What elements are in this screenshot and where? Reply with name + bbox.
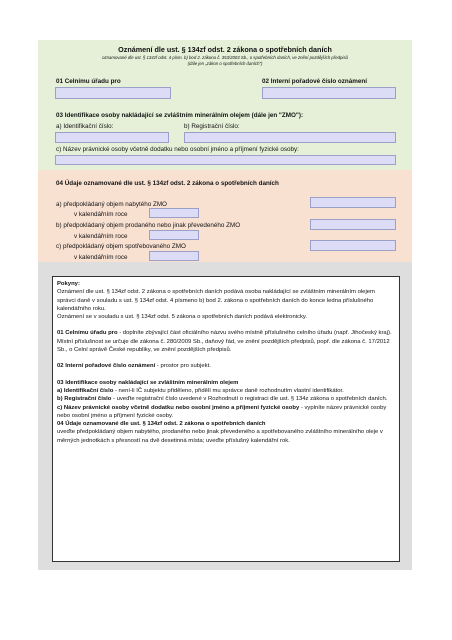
- note-04-text: uveďte předpokládaný objem nabytého, prodaného nebo jinak převedeného a spotřebovaného zvláštního minerálního oleje v měrných jednotkách s přesností na dvě desetinná místa; uveďte příslušný kalendářní rok.: [57, 429, 383, 444]
- section02-label: 02 Interní pořadové číslo oznámení: [262, 78, 367, 85]
- note-03a: [57, 387, 395, 395]
- instructions-heading: Pokyny:: [57, 281, 80, 287]
- section03-label: 03 Identifikace osoby nakládající se zvláštním minerálním olejem (dále jen "ZMO"):: [56, 112, 304, 119]
- note-01-title: 01 Celnímu úřadu pro: [57, 330, 118, 337]
- note-03c: [57, 404, 395, 421]
- note-01-text: - doplníte zbývající část oficiálního názvu svého místně příslušného celního úřadu (např. Jihočeský kraj).: [117, 330, 392, 337]
- id-number-field[interactable]: [55, 132, 169, 143]
- acquired-year-field[interactable]: [149, 208, 199, 218]
- registration-number-field[interactable]: [184, 132, 396, 143]
- sold-year-field[interactable]: [149, 230, 199, 240]
- acquired-volume-label: a) předpokládaný objem nabytého ZMO: [56, 201, 167, 208]
- form-title: Oznámení dle ust. § 134zf odst. 2 zákona o spotřebních daních: [118, 45, 332, 54]
- customs-office-field[interactable]: [55, 87, 171, 99]
- note-03a-text: - není-li IČ subjektu přiděleno, přidělí mu správce daně rozhodnutím vlastní identifikátor.: [113, 387, 344, 394]
- consumed-year-label: v kalendářním roce: [74, 254, 128, 261]
- sold-volume-label: b) předpokládaný objem prodaného nebo jinak převedeného ZMO: [56, 222, 241, 229]
- note-03c-title: c) Název právnické osoby včetně dodatku nebo osobní jméno a příjmení fyzické osoby: [57, 404, 300, 411]
- subtitle-line-1: oznamované dle ust. § 134zf odst. 4 písm. b) bod 2. zákona č. 353/2003 Sb., o spotřebních daních, ve znění pozdějších předpisů: [102, 55, 348, 60]
- instructions-box: [52, 276, 400, 562]
- spacer: [57, 321, 395, 329]
- spacer: [57, 371, 395, 379]
- section01-label: 01 Celnímu úřadu pro: [56, 78, 121, 85]
- spacer: [57, 354, 395, 362]
- note-03b-text: - uveďte registrační číslo uvedené v Rozhodnutí o registraci dle ust. § 134z zákona o spotřebních daních.: [111, 396, 388, 403]
- note-03a-title: a) Identifikační číslo: [57, 387, 114, 394]
- note-03b-title: b) Registrační číslo: [57, 396, 112, 403]
- note-01-text-2: Místní příslušnost se určuje dle zákona č. 280/2009 Sb., daňový řád, ve znění pozdějších předpisů, popř. dle zákona č. 17/2012 Sb., o Celní správě České republiky, ve znění pozdějších předpisů.: [57, 338, 390, 354]
- id-number-label: a) Identifikační číslo:: [56, 123, 114, 130]
- instructions-intro-2: Oznámení se v souladu s ust. § 134zf odst. 5 zákona o spotřebních daních podává elektronicky.: [57, 314, 308, 321]
- section04-label: 04 Údaje oznamované dle ust. § 134zf odst. 2 zákona o spotřebních daních: [56, 180, 279, 187]
- consumed-volume-field[interactable]: [310, 240, 396, 251]
- note-03b: [57, 395, 395, 403]
- name-field[interactable]: [55, 155, 396, 165]
- form-subtitle: [60, 55, 390, 67]
- note-01: [57, 329, 395, 337]
- name-label: c) Název právnické osoby včetně dodatku nebo osobní jméno a příjmení fyzické osoby:: [56, 146, 299, 153]
- consumed-year-field[interactable]: [149, 251, 199, 261]
- subtitle-line-2: (dále jen „zákon o spotřebních daních"): [187, 61, 263, 66]
- sold-year-label: v kalendářním roce: [74, 233, 128, 240]
- note-02-title: 02 Interní pořadové číslo oznámení: [57, 363, 156, 370]
- note-04-title: 04 Údaje oznamované dle ust. § 134zf odst. 2 zákona o spotřebních daních: [57, 421, 266, 428]
- internal-number-field[interactable]: [262, 87, 396, 99]
- consumed-volume-label: c) předpokládaný objem spotřebovaného ZMO: [56, 243, 186, 250]
- instructions-intro-1: Oznámení dle ust. § 134zf odst. 2 zákona o spotřebních daních podává osoba nakládající se zvláštním minerálním olejem správci daně v souladu s ust. § 134zf odst. 4 písmeno b) bod 2. zákona o spotřebních daních do konce ledna příslušného kalendářního roku.: [57, 289, 375, 312]
- acquired-volume-field[interactable]: [310, 197, 396, 208]
- note-02: [57, 362, 395, 370]
- note-03c-text: - vyplníte název právnické osoby nebo osobní jméno a příjmení fyzické osoby.: [57, 404, 387, 419]
- note-03-title: 03 Identifikace osoby nakládající se zvláštním minerálním olejem: [57, 379, 239, 386]
- note-02-text: - prostor pro subjekt.: [155, 363, 211, 370]
- acquired-year-label: v kalendářním roce: [74, 211, 128, 218]
- sold-volume-field[interactable]: [310, 219, 396, 230]
- registration-number-label: b) Registrační číslo:: [184, 123, 240, 130]
